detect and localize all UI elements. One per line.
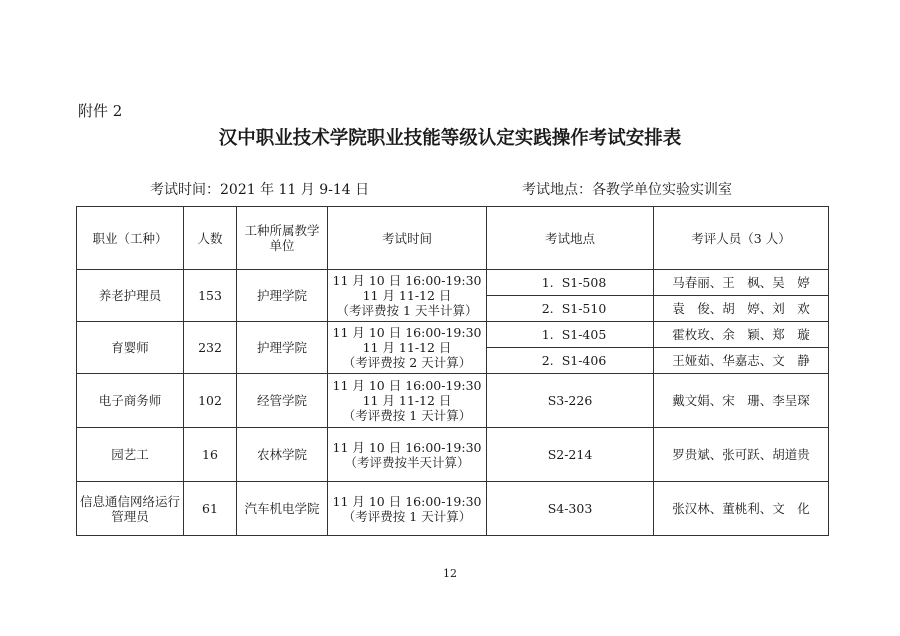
occupation-cell: 养老护理员 (77, 270, 184, 322)
occupation-cell: 电子商务师 (77, 374, 184, 428)
unit-cell: 护理学院 (237, 270, 328, 322)
time-line: 11 月 10 日 16:00-19:30 (332, 439, 482, 455)
page-number: 12 (443, 567, 457, 580)
time-cell (328, 270, 487, 322)
location-cell (487, 322, 654, 348)
time-cell (328, 428, 487, 482)
attachment-label: 附件 2 (78, 102, 123, 120)
header-row (77, 207, 829, 270)
table-row (77, 428, 829, 482)
count-cell: 16 (184, 428, 237, 482)
examiners-cell: 戴文娟、宋 珊、李呈琛 (654, 374, 829, 428)
count-cell: 102 (184, 374, 237, 428)
site-number: 2. (541, 353, 554, 368)
time-line: 11 月 10 日 16:00-19:30 (332, 325, 482, 340)
site-location: S1-508 (561, 275, 607, 290)
examiners-cell: 张汉林、董桃利、文 化 (654, 482, 829, 536)
time-line: 11 月 10 日 16:00-19:30 (332, 378, 482, 393)
unit-cell: 农林学院 (237, 428, 328, 482)
location-cell (487, 296, 654, 322)
header-examiners: 考评人员（3 人） (654, 207, 829, 270)
time-line: 11 月 10 日 16:00-19:30 (332, 273, 482, 288)
location-cell (487, 348, 654, 374)
count-cell: 232 (184, 322, 237, 374)
header-count: 人数 (184, 207, 237, 270)
unit-cell: 经管学院 (237, 374, 328, 428)
examiners-cell: 马春丽、王 枫、吴 婷 (654, 270, 829, 296)
location-cell (487, 270, 654, 296)
count-cell: 153 (184, 270, 237, 322)
time-line: 11 月 10 日 16:00-19:30 (332, 493, 482, 509)
time-line: （考评费按 1 天计算） (342, 508, 472, 524)
examiners-cell: 罗贵斌、张可跃、胡道贵 (654, 428, 829, 482)
site-number: 1. (541, 275, 554, 290)
time-line: 11 月 11-12 日 (362, 340, 452, 355)
location-cell: S2-214 (487, 428, 654, 482)
time-cell (328, 322, 487, 374)
site-location: S1-510 (561, 301, 607, 316)
time-line: （考评费按 1 天计算） (342, 408, 472, 423)
count-cell: 61 (184, 482, 237, 536)
site-location: S1-405 (561, 327, 607, 342)
time-line: （考评费按 2 天计算） (342, 355, 472, 370)
table-row (77, 322, 829, 348)
time-line: （考评费按半天计算） (344, 454, 470, 470)
examiners-cell: 王娅茹、华嘉志、文 静 (654, 348, 829, 374)
unit-cell: 护理学院 (237, 322, 328, 374)
time-line: （考评费按 1 天半计算） (336, 303, 478, 318)
location-cell: S4-303 (487, 482, 654, 536)
header-time: 考试时间 (328, 207, 487, 270)
table-row (77, 270, 829, 296)
location-cell: S3-226 (487, 374, 654, 428)
time-line: 11 月 11-12 日 (362, 393, 452, 408)
exam-time: 考试时间：2021 年 11 月 9-14 日 (150, 182, 370, 198)
occupation-cell: 园艺工 (77, 428, 184, 482)
unit-cell: 汽车机电学院 (237, 482, 328, 536)
occupation-cell: 育婴师 (77, 322, 184, 374)
time-line: 11 月 11-12 日 (362, 288, 452, 303)
exam-place: 考试地点：各教学单位实验实训室 (522, 182, 732, 198)
examiners-cell: 霍枚玫、余 颖、郑 璇 (654, 322, 829, 348)
site-number: 1. (541, 327, 554, 342)
header-location: 考试地点 (487, 207, 654, 270)
time-cell (328, 374, 487, 428)
schedule-table (76, 206, 829, 536)
site-location: S1-406 (561, 353, 607, 368)
header-occupation: 职业（工种） (77, 207, 184, 270)
time-cell (328, 482, 487, 536)
document-title: 汉中职业技术学院职业技能等级认定实践操作考试安排表 (218, 128, 682, 149)
site-number: 2. (541, 301, 554, 316)
header-unit: 工种所属教学单位 (237, 207, 328, 270)
examiners-cell: 袁 俊、胡 婷、刘 欢 (654, 296, 829, 322)
table-row (77, 482, 829, 536)
table-row (77, 374, 829, 428)
occupation-cell: 信息通信网络运行管理员 (77, 482, 184, 536)
